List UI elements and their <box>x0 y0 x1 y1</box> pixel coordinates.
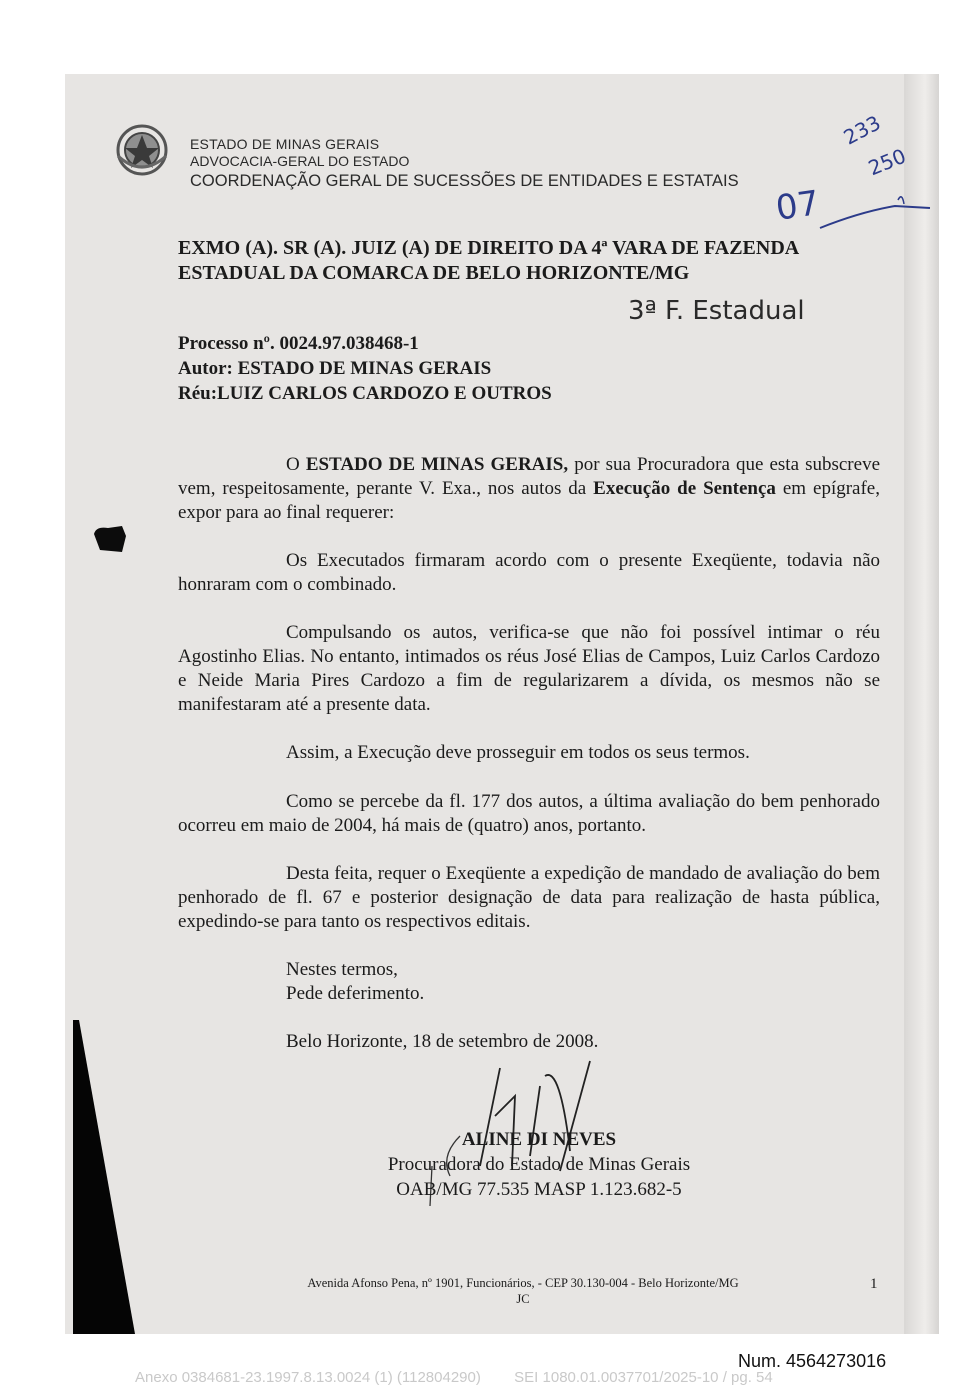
paragraph-summons: Compulsando os autos, verifica-se que não foi possível intimar o réu Agostinho Elias. No entanto, intimados os réus José Elias de Campos, Luiz Carlos Cardozo e Neide Maria Pires Cardozo a fim de regularizarem a dívida, os mesmos não se manifestaram até a presente data. <box>178 622 880 715</box>
state-crest-icon <box>112 122 172 178</box>
handwritten-mark-07: 07 <box>773 183 822 229</box>
paragraph-agreement: Os Executados firmaram acordo com o presente Exeqüente, todavia não honraram com o combinado. <box>178 550 880 595</box>
document-number-stamp: Num. 4564273016 <box>738 1351 887 1371</box>
addressee-block <box>178 236 878 286</box>
signatory-title: Procuradora do Estado de Minas Gerais <box>387 1154 691 1175</box>
signatory-name: ALINE DI NEVES <box>461 1129 617 1150</box>
footer-initials: JC <box>516 1292 530 1306</box>
annex-reference-stamp: Anexo 0384681-23.1997.8.13.0024 (1) (112804290) SEI 1080.01.0037701/2025-10 / pg. 54 <box>135 1369 773 1386</box>
intro-text-c: por sua Procuradora que esta subscreve vem, respeitosamente, perante V. Exa., nos autos da <box>178 454 881 499</box>
process-number: Processo nº. 0024.97.038468-1 <box>178 333 419 354</box>
intro-text-e: em epígrafe, expor para ao final requerer: <box>178 478 880 523</box>
handwritten-vara-note: 3ª F. Estadual <box>628 296 805 326</box>
closing-date: Belo Horizonte, 18 de setembro de 2008. <box>286 1031 599 1052</box>
signature-block <box>374 1127 704 1202</box>
closing-terms: Nestes termos, <box>286 959 398 980</box>
addressee-line-1: EXMO (A). SR (A). JUIZ (A) DE DIREITO DA 4ª VARA DE FAZENDA <box>178 237 800 259</box>
process-block <box>178 331 552 406</box>
paragraph-intro <box>178 453 880 525</box>
page-number: 1 <box>870 1276 878 1292</box>
intro-text-a: O <box>286 454 306 475</box>
footer-address-block <box>178 1275 868 1307</box>
header-line-agency: ADVOCACIA-GERAL DO ESTADO <box>190 153 410 169</box>
header-line-coordination: COORDENAÇÃO GERAL DE SUCESSÕES DE ENTIDADES E ESTATAIS <box>190 172 739 190</box>
process-author: Autor: ESTADO DE MINAS GERAIS <box>178 358 492 379</box>
footer-address: Avenida Afonso Pena, nº 1901, Funcionários, - CEP 30.130-004 - Belo Horizonte/MG <box>307 1276 739 1290</box>
handwritten-page-250: 250 <box>864 143 910 181</box>
intro-party: ESTADO DE MINAS GERAIS, <box>305 454 569 475</box>
intro-action: Execução de Sentença <box>593 478 776 499</box>
header-line-state: ESTADO DE MINAS GERAIS <box>190 136 380 152</box>
paragraph-request: Desta feita, requer o Exeqüente a expedição de mandado de avaliação do bem penhorado de fl. 67 e posterior designação de data para realização de hasta pública, expedindo-se para tanto os respectivos editais. <box>178 863 880 932</box>
addressee-line-2: ESTADUAL DA COMARCA DE BELO HORIZONTE/MG <box>178 262 690 284</box>
signatory-registration: OAB/MG 77.535 MASP 1.123.682-5 <box>396 1179 682 1200</box>
scan-shadow-left <box>65 1020 145 1334</box>
paragraph-execution: Assim, a Execução deve prosseguir em todos os seus termos. <box>286 742 750 763</box>
handwritten-page-233: 233 <box>839 110 885 150</box>
hole-punch-mark <box>92 524 132 554</box>
paragraph-appraisal: Como se percebe da fl. 177 dos autos, a última avaliação do bem penhorado ocorreu em maio de 2004, há mais de (quatro) anos, portanto. <box>178 791 880 836</box>
closing-request: Pede deferimento. <box>286 983 425 1004</box>
process-defendant: Réu:LUIZ CARLOS CARDOZO E OUTROS <box>178 383 552 404</box>
page-edge-shadow <box>904 74 939 1334</box>
handwritten-stroke <box>800 192 935 232</box>
